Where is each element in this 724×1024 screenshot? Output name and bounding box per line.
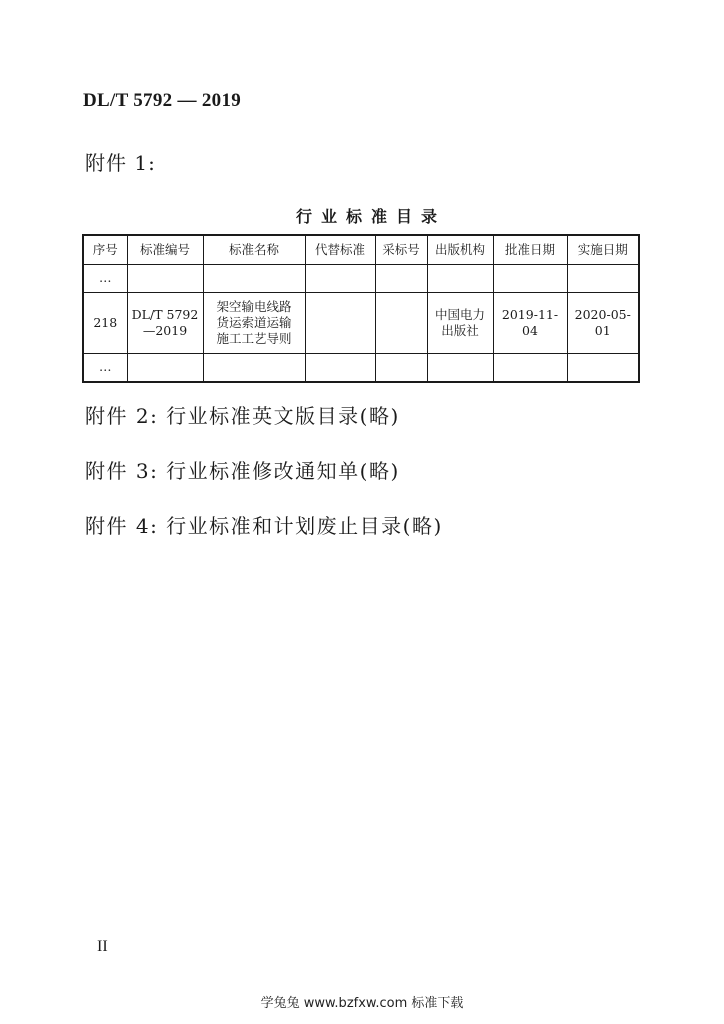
- table-row: [83, 265, 639, 293]
- attachment-2-line: 附件 2: 行业标准英文版目录(略): [85, 404, 400, 428]
- column-header-code: 标准编号: [127, 235, 203, 265]
- table-header-row: [83, 235, 639, 265]
- column-header-name: 标准名称: [203, 235, 305, 265]
- table-cell: …: [83, 354, 127, 383]
- table-cell: [127, 354, 203, 383]
- table-cell: [203, 265, 305, 293]
- column-header-approval-date: 批准日期: [493, 235, 567, 265]
- standard-code-header: DL/T 5792 — 2019: [83, 90, 242, 111]
- standard-catalog-table: [82, 234, 640, 383]
- column-header-seq: 序号: [83, 235, 127, 265]
- attachment-4-line: 附件 4: 行业标准和计划废止目录(略): [85, 514, 443, 538]
- footer-watermark: 学兔兔 www.bzfxw.com 标准下载: [260, 996, 464, 1011]
- table-cell: 2020-05-01: [567, 293, 639, 354]
- table-cell: [567, 354, 639, 383]
- table-cell: [305, 265, 375, 293]
- table-title: 行业标准目录: [295, 207, 446, 226]
- table-row: [83, 293, 639, 354]
- column-header-implementation-date: 实施日期: [567, 235, 639, 265]
- table-row: [83, 354, 639, 383]
- table-cell: [493, 354, 567, 383]
- table-cell: [203, 354, 305, 383]
- table-cell: [305, 354, 375, 383]
- table-cell: [305, 293, 375, 354]
- table-cell: [567, 265, 639, 293]
- table-cell: [493, 265, 567, 293]
- table-cell: 中国电力 出版社: [427, 293, 493, 354]
- column-header-replaced: 代替标准: [305, 235, 375, 265]
- table-cell: 2019-11-04: [493, 293, 567, 354]
- attachment-1-label: 附件 1:: [85, 151, 156, 175]
- table-cell: [375, 293, 427, 354]
- column-header-publisher: 出版机构: [427, 235, 493, 265]
- table-cell: 218: [83, 293, 127, 354]
- table-cell: [375, 354, 427, 383]
- page-number: II: [97, 938, 108, 955]
- attachment-3-line: 附件 3: 行业标准修改通知单(略): [85, 459, 400, 483]
- table-cell: …: [83, 265, 127, 293]
- table-cell: [375, 265, 427, 293]
- table-cell: 架空输电线路 货运索道运输 施工工艺导则: [203, 293, 305, 354]
- table-cell: [427, 265, 493, 293]
- table-cell: [127, 265, 203, 293]
- table-cell: DL/T 5792 —2019: [127, 293, 203, 354]
- column-header-adopted: 采标号: [375, 235, 427, 265]
- table-cell: [427, 354, 493, 383]
